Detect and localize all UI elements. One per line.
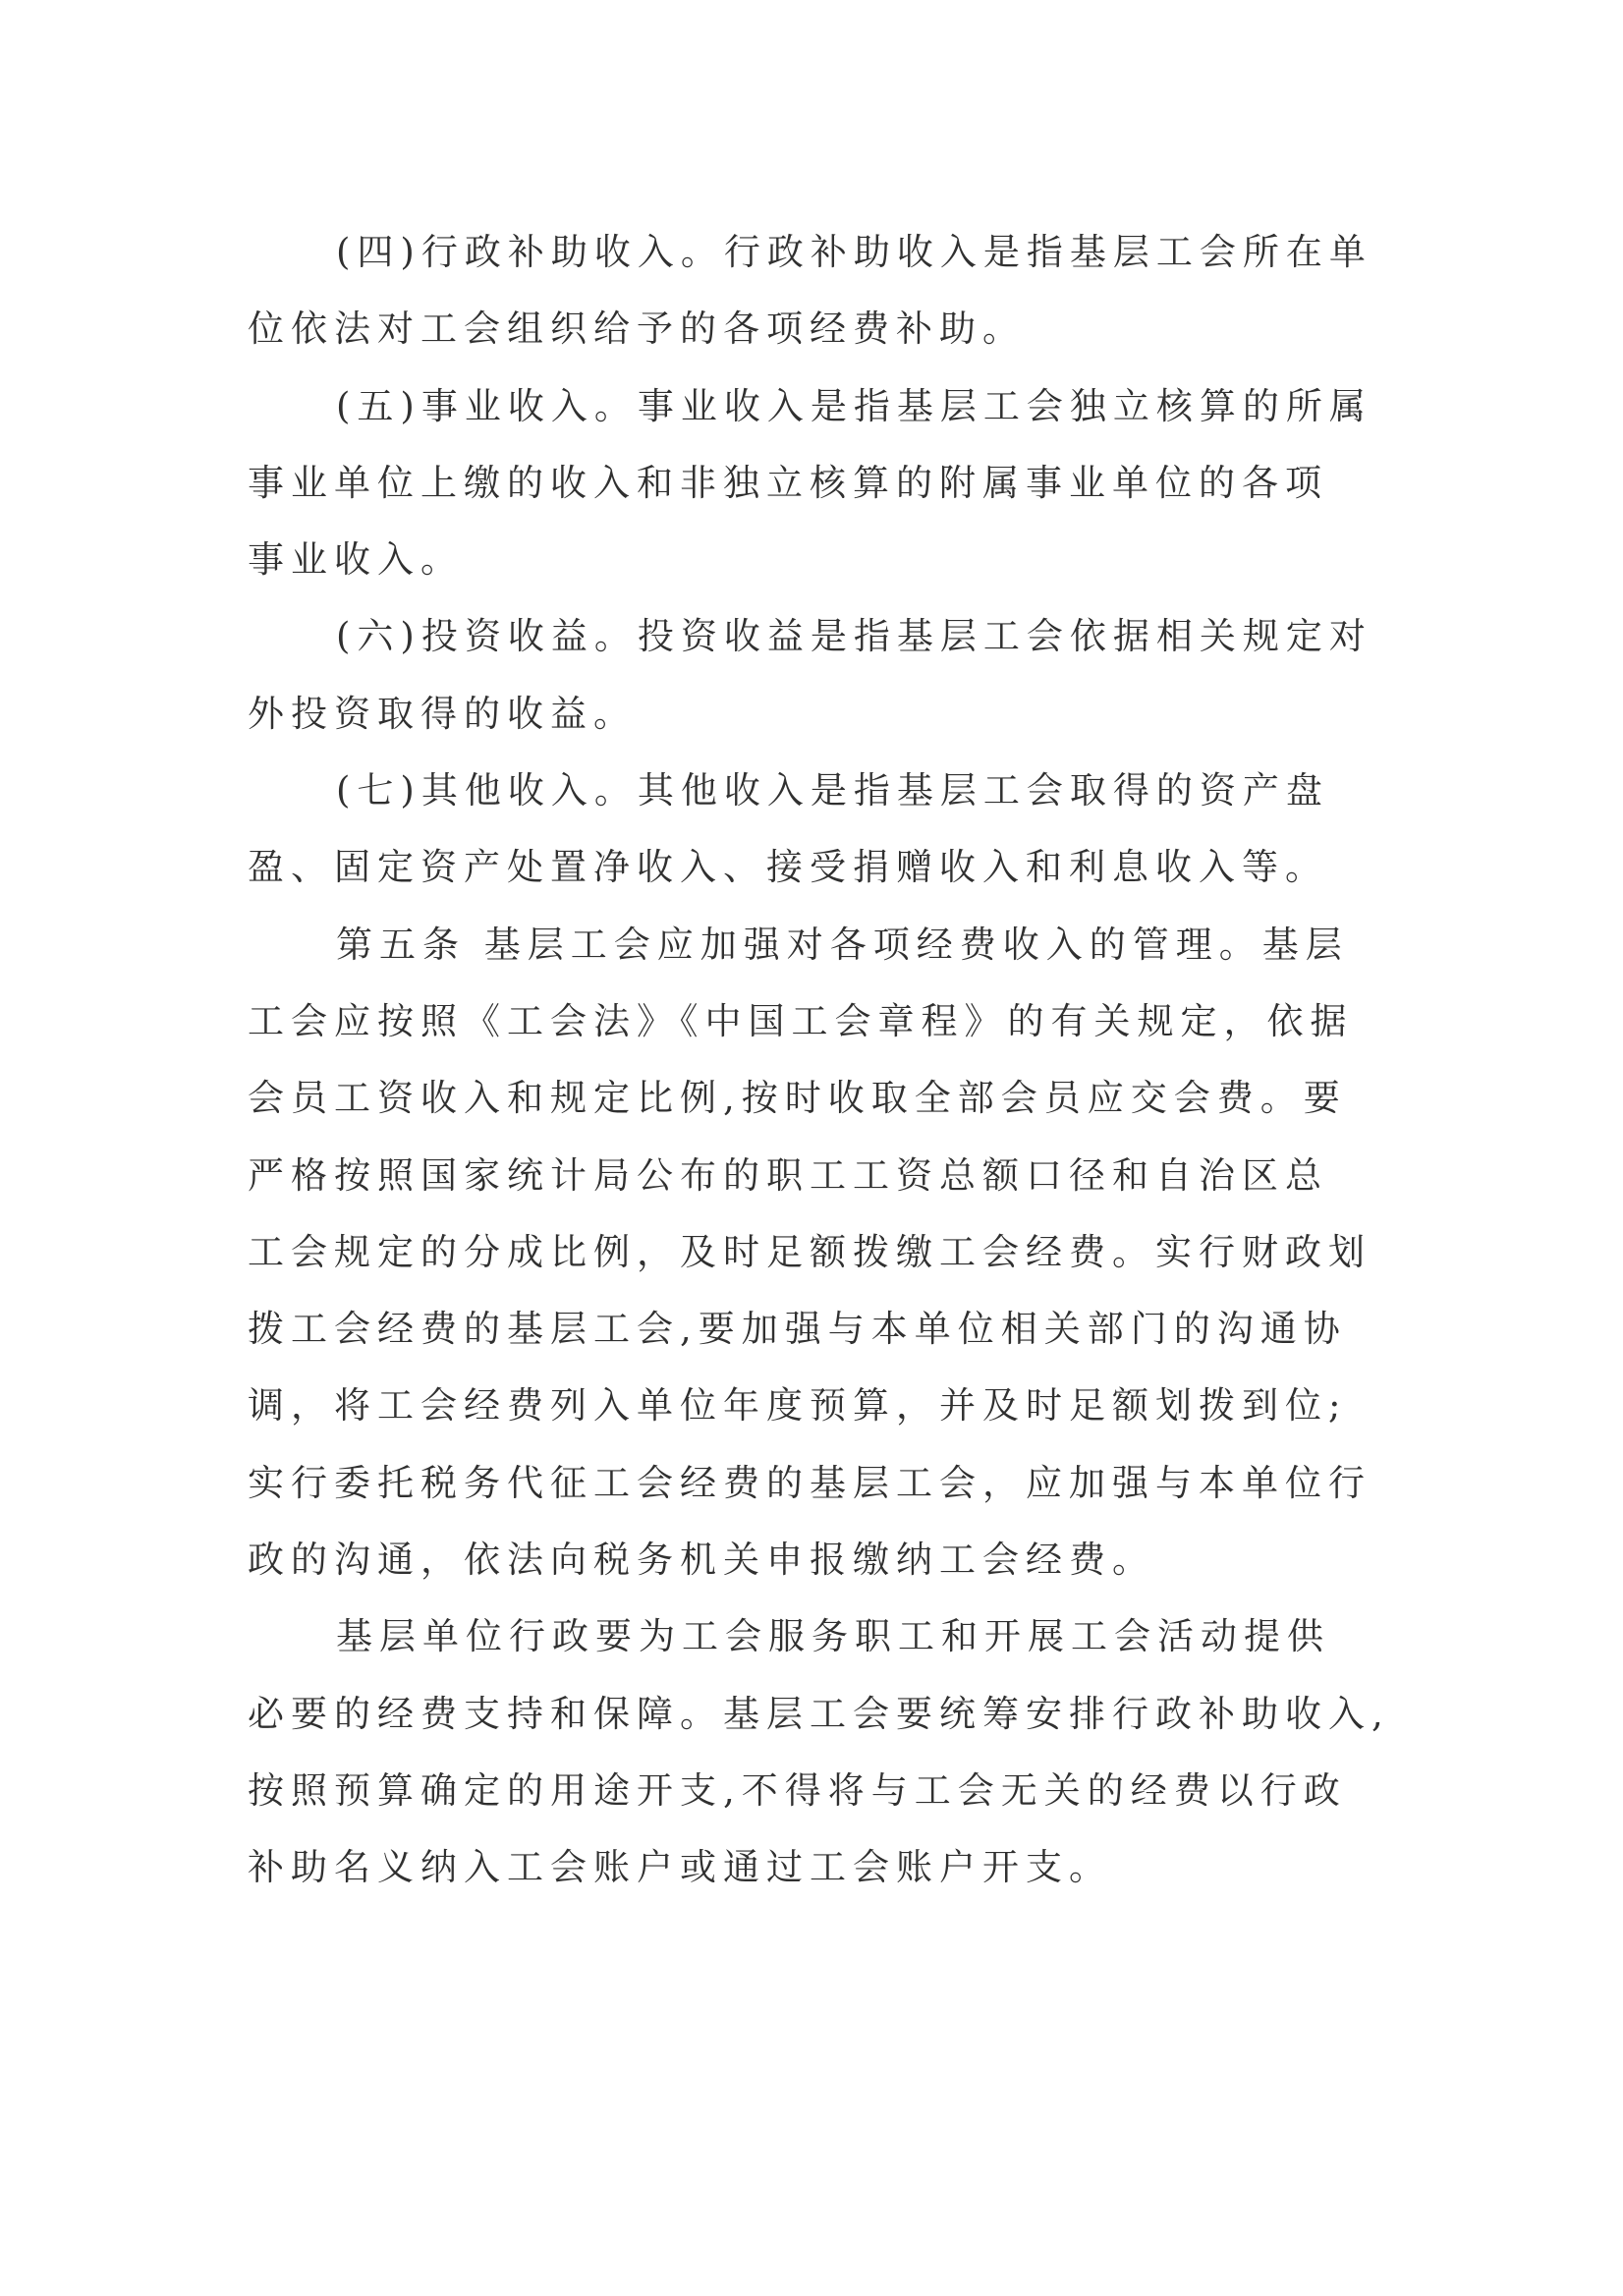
paragraph-line: 工会规定的分成比例，及时足额拨缴工会经费。实行财政划 bbox=[248, 1230, 1371, 1273]
paragraph-line: 第五条 基层工会应加强对各项经费收入的管理。基层 bbox=[336, 923, 1349, 966]
document-body bbox=[248, 214, 1397, 1907]
paragraph-line: 外投资取得的收益。 bbox=[248, 692, 637, 735]
paragraph-line: 事业收入。 bbox=[248, 538, 464, 582]
paragraph-line: (五)事业收入。事业收入是指基层工会独立核算的所属 bbox=[336, 384, 1372, 427]
paragraph-line: 位依法对工会组织给予的各项经费补助。 bbox=[248, 308, 1026, 351]
paragraph-line: 事业单位上缴的收入和非独立核算的附属事业单位的各项 bbox=[248, 461, 1328, 504]
paragraph-line: 调，将工会经费列入单位年度预算，并及时足额划拨到位; bbox=[248, 1384, 1348, 1428]
paragraph-line: (四)行政补助收入。行政补助收入是指基层工会所在单 bbox=[336, 231, 1372, 273]
paragraph-line: 必要的经费支持和保障。基层工会要统筹安排行政补助收入, bbox=[248, 1692, 1390, 1735]
paragraph-line: 工会应按照《工会法》《中国工会章程》的有关规定，依据 bbox=[248, 999, 1354, 1042]
paragraph-line: 会员工资收入和规定比例,按时收取全部会员应交会费。要 bbox=[248, 1077, 1347, 1120]
paragraph-line: 严格按照国家统计局公布的职工工资总额口径和自治区总 bbox=[248, 1153, 1328, 1197]
paragraph-line: 拨工会经费的基层工会,要加强与本单位相关部门的沟通协 bbox=[248, 1308, 1347, 1351]
paragraph-line: (六)投资收益。投资收益是指基层工会依据相关规定对 bbox=[336, 615, 1372, 658]
paragraph-line: 按照预算确定的用途开支,不得将与工会无关的经费以行政 bbox=[248, 1768, 1347, 1812]
paragraph-line: (七)其他收入。其他收入是指基层工会取得的资产盘 bbox=[336, 769, 1329, 812]
paragraph-line: 实行委托税务代征工会经费的基层工会，应加强与本单位行 bbox=[248, 1461, 1371, 1504]
paragraph-line: 补助名义纳入工会账户或通过工会账户开支。 bbox=[248, 1846, 1112, 1889]
paragraph-line: 政的沟通，依法向税务机关申报缴纳工会经费。 bbox=[248, 1539, 1155, 1582]
paragraph-line: 基层单位行政要为工会服务职工和开展工会活动提供 bbox=[336, 1615, 1330, 1658]
paragraph-line: 盈、固定资产处置净收入、接受捐赠收入和利息收入等。 bbox=[248, 846, 1328, 889]
